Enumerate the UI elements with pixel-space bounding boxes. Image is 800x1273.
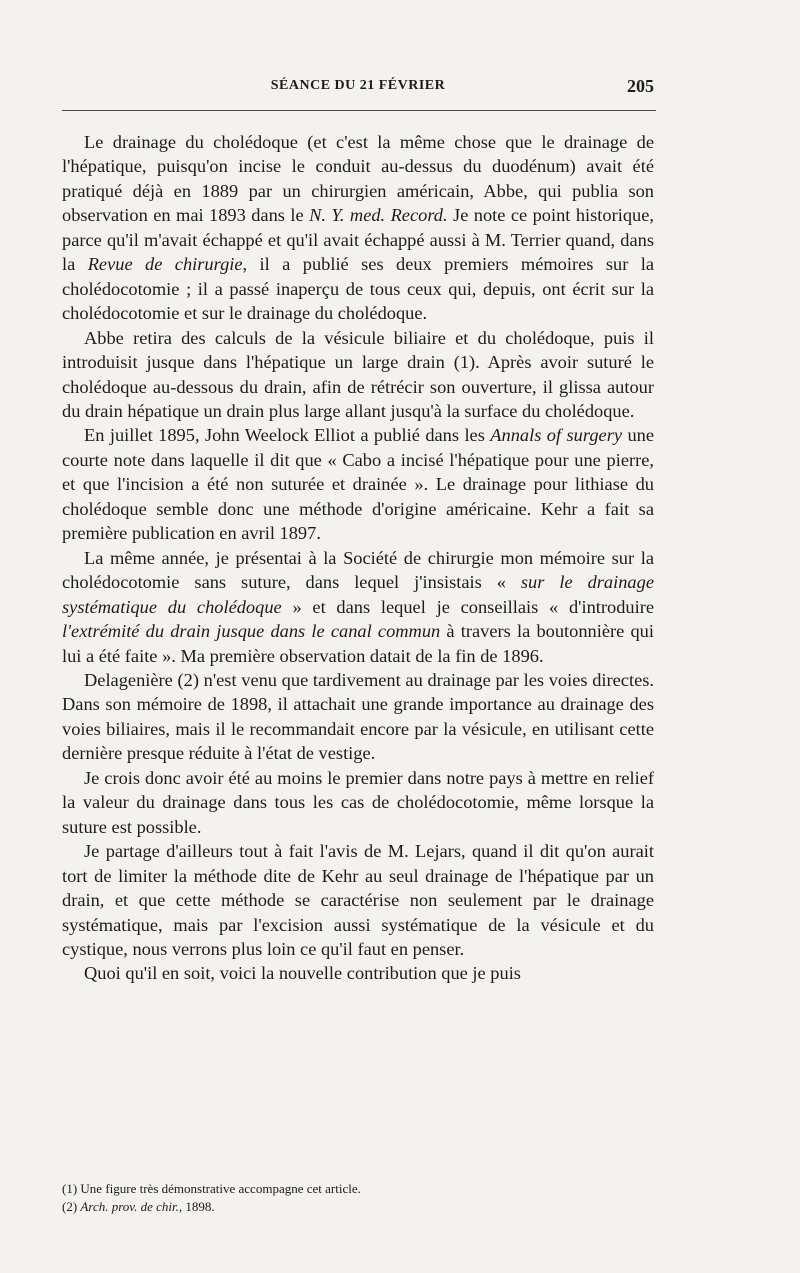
text-segment: Quoi qu'il en soit, voici la nouvelle contribution que je puis [84, 963, 521, 984]
paragraph [62, 130, 654, 326]
italic-text-segment: l'extrémité du drain jusque dans le canal commun [62, 621, 441, 642]
footnote [62, 1198, 654, 1216]
text-segment: En juillet 1895, John Weelock Elliot a publié dans les [84, 425, 491, 446]
text-segment: (1) Une figure très démonstrative accompagne cet article. [62, 1181, 361, 1196]
body-text [62, 130, 654, 986]
text-segment: une courte note dans laquelle il dit que « Cabo a incisé l'hépatique pour une pierre, et que l'incision a été non suturée et drainée ». Le drainage pour lithiase du cholédoque semble donc une méthode d'origine américaine. Kehr a fait sa première publication en avril 1897. [62, 425, 654, 544]
footnotes [62, 1180, 654, 1216]
paragraph [62, 546, 654, 668]
text-segment: Je crois donc avoir été au moins le premier dans notre pays à mettre en relief la valeur du drainage dans tous les cas de cholédocotomie, même lorsque la suture est possible. [62, 767, 654, 837]
paragraph [62, 326, 654, 424]
italic-text-segment: Arch. prov. de chir. [80, 1199, 179, 1214]
italic-text-segment: Revue de chirurgie [87, 254, 243, 275]
page-header [62, 76, 654, 104]
text-segment: » et dans lequel je conseillais « d'introduire [281, 596, 654, 617]
text-segment: (2) [62, 1199, 81, 1214]
italic-text-segment: Annals of surgery [490, 425, 623, 446]
paragraph [62, 839, 654, 961]
italic-text-segment: N. Y. med. Record. [309, 205, 448, 226]
paragraph [62, 961, 654, 985]
text-segment: Je note ce point historique, parce qu'il m'avait échappé et qu'il avait échappé aussi à M. Terrier quand, dans la [62, 205, 654, 275]
text-segment: Le drainage du cholédoque (et c'est la même chose que le drainage de l'hépatique, puisqu'on incise le conduit au-dessus du duodénum) avait été pratiqué déjà en 1889 par un chirurgien américain, Abbe, qui publia son observation en mai 1893 dans le [62, 132, 654, 226]
text-segment: La même année, je présentai à la Société de chirurgie mon mémoire sur la cholédocotomie sans suture, dans lequel j'insistais « [62, 547, 654, 593]
text-segment: Delagenière (2) n'est venu que tardivement au drainage par les voies directes. Dans son mémoire de 1898, il attachait une grande importance au drainage des voies biliaires, mais il le recommandait encore par la vésicule, en utilisant cette dernière presque réduite à l'état de vestige. [62, 669, 654, 764]
footnote [62, 1180, 654, 1198]
paragraph [62, 423, 654, 545]
text-segment: , il a publié ses deux premiers mémoires sur la cholédocotomie ; il a passé inaperçu de tous ceux qui, depuis, ont écrit sur la cholédocotomie et sur le drainage du cholédoque. [62, 254, 654, 324]
paragraph [62, 766, 654, 839]
text-segment: à travers la boutonnière qui lui a été faite ». Ma première observation datait de la fin de 1896. [62, 621, 654, 666]
text-segment: , 1898. [178, 1199, 215, 1214]
page-number: 205 [627, 76, 654, 96]
running-title: SÉANCE DU 21 FÉVRIER [270, 78, 446, 93]
paragraph [62, 668, 654, 766]
italic-text-segment: sur le drainage systématique du cholédoque [62, 572, 654, 617]
text-segment: Je partage d'ailleurs tout à fait l'avis de M. Lejars, quand il dit qu'on aurait tort de limiter la méthode dite de Kehr au seul drainage de l'hépatique par un drain, et que cette méthode se caractérise non seulement par le drainage systématique, mais par l'excision aussi systématique de la vésicule et du cystique, nous verrons plus loin ce qu'il faut en penser. [62, 841, 654, 959]
text-segment: Abbe retira des calculs de la vésicule biliaire et du cholédoque, puis il introduisit jusque dans l'hépatique un large drain (1). Après avoir suturé le cholédoque au-dessous du drain, afin de rétrécir son ouverture, il glissa autour du drain hépatique un drain plus large allant jusqu'à la surface du cholédoque. [62, 327, 654, 421]
header-rule [62, 110, 656, 111]
